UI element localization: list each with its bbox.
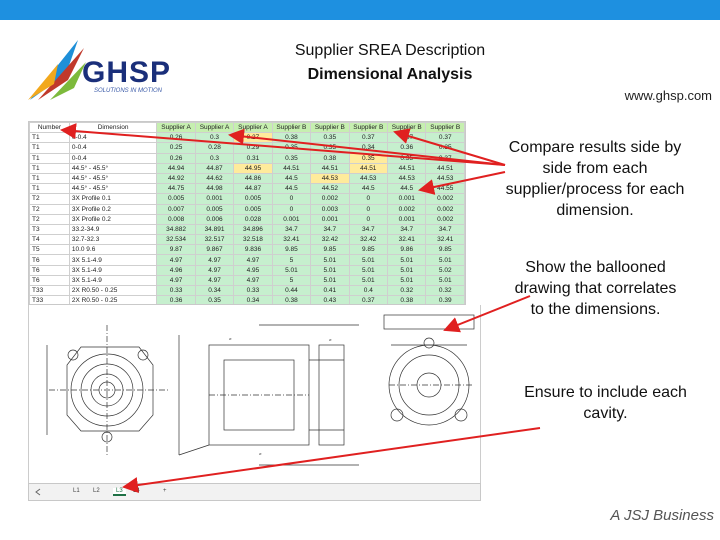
table-cell: 4.97 — [234, 255, 272, 265]
table-cell: 0.27 — [234, 133, 272, 143]
table-cell: 44.51 — [349, 163, 387, 173]
table-cell: 44.5 — [272, 173, 310, 183]
table-cell: 5.01 — [311, 255, 349, 265]
table-cell: 0.26 — [157, 133, 195, 143]
table-row — [30, 194, 465, 204]
table-cell: 0.37 — [388, 133, 426, 143]
table-cell: 0.35 — [349, 153, 387, 163]
table-cell: T1 — [30, 133, 70, 143]
table-cell: 34.7 — [272, 224, 310, 234]
table-cell: 34.7 — [426, 224, 465, 234]
table-cell: 0.3 — [195, 133, 233, 143]
table-cell: 4.97 — [195, 255, 233, 265]
footer-tagline: A JSJ Business — [610, 507, 714, 524]
table-cell: 44.5 — [388, 184, 426, 194]
table-row — [30, 143, 465, 153]
logo-wordmark: GHSP — [82, 56, 172, 89]
table-cell: 5.01 — [311, 275, 349, 285]
table-cell: 0.002 — [426, 214, 465, 224]
table-cell: T1 — [30, 184, 70, 194]
table-cell: 5.01 — [388, 255, 426, 265]
table-cell: 44.5° - 45.5° — [69, 173, 157, 183]
table-cell: 0.028 — [234, 214, 272, 224]
table-cell: 44.5 — [349, 184, 387, 194]
table-cell: 0.44 — [272, 286, 310, 296]
table-cell: 0.33 — [157, 286, 195, 296]
table-cell: 34.896 — [234, 224, 272, 234]
table-cell: 44.53 — [311, 173, 349, 183]
table-row — [30, 173, 465, 183]
table-cell: 0.32 — [426, 286, 465, 296]
table-row — [30, 204, 465, 214]
table-cell: T3 — [30, 224, 70, 234]
column-header: Supplier B — [349, 123, 387, 133]
table-cell: T6 — [30, 275, 70, 285]
svg-text:⌀: ⌀ — [259, 451, 262, 456]
tab-scroll-left-icon[interactable] — [34, 488, 42, 496]
table-cell: 5.01 — [426, 275, 465, 285]
table-cell: 10.0 9.6 — [69, 245, 157, 255]
table-row — [30, 224, 465, 234]
table-row — [30, 275, 465, 285]
table-cell: 0.003 — [311, 204, 349, 214]
table-cell: 0.35 — [195, 296, 233, 305]
dimension-spreadsheet — [28, 121, 466, 305]
sheet-tab-l1[interactable]: L1 — [73, 488, 80, 494]
table-cell: 32.534 — [157, 235, 195, 245]
table-cell: 32.7-32.3 — [69, 235, 157, 245]
table-cell: 5.01 — [349, 265, 387, 275]
table-cell: 0.26 — [157, 153, 195, 163]
table-cell: 32.518 — [234, 235, 272, 245]
table-cell: 44.53 — [426, 173, 465, 183]
table-cell: 2X R0.50 - 0.25 — [69, 286, 157, 296]
table-cell: 0 — [272, 204, 310, 214]
table-cell: 32.41 — [426, 235, 465, 245]
table-cell: T6 — [30, 265, 70, 275]
table-cell: 0.25 — [157, 143, 195, 153]
table-cell: 9.86 — [388, 245, 426, 255]
table-cell: 44.5° - 45.5° — [69, 184, 157, 194]
table-cell: 9.836 — [234, 245, 272, 255]
table-cell: 0.29 — [234, 143, 272, 153]
table-cell: 44.86 — [234, 173, 272, 183]
table-cell: 5.01 — [388, 265, 426, 275]
table-cell: 0.35 — [311, 133, 349, 143]
table-cell: 4.97 — [157, 255, 195, 265]
column-header: Supplier B — [272, 123, 310, 133]
table-cell: 0.39 — [426, 296, 465, 305]
column-header: Supplier A — [234, 123, 272, 133]
table-row — [30, 153, 465, 163]
sheet-tab-l4[interactable]: L4 — [133, 488, 140, 494]
table-cell: 32.41 — [388, 235, 426, 245]
table-cell: 44.95 — [234, 163, 272, 173]
table-cell: T33 — [30, 286, 70, 296]
table-cell: 0.38 — [311, 153, 349, 163]
table-cell: 3X Profile 0.2 — [69, 204, 157, 214]
ballooned-drawing — [28, 305, 481, 483]
table-row — [30, 163, 465, 173]
table-row — [30, 286, 465, 296]
balloon-note: Show the ballooned drawing that correlates to the dimensions. — [514, 259, 677, 318]
table-row — [30, 245, 465, 255]
table-cell: 0.3 — [195, 153, 233, 163]
slide-subtitle: Dimensional Analysis — [307, 66, 473, 83]
table-cell: T2 — [30, 214, 70, 224]
table-cell: 0.37 — [426, 133, 465, 143]
table-cell: 44.98 — [195, 184, 233, 194]
results-table — [29, 122, 465, 305]
table-cell: 0.38 — [272, 133, 310, 143]
table-cell: 34.882 — [157, 224, 195, 234]
table-cell: T4 — [30, 235, 70, 245]
table-cell: 34.7 — [388, 224, 426, 234]
table-cell: 0.38 — [272, 296, 310, 305]
table-cell: 5.01 — [426, 255, 465, 265]
table-cell: 44.5° - 45.5° — [69, 163, 157, 173]
table-cell: 44.87 — [234, 184, 272, 194]
table-cell: 9.87 — [157, 245, 195, 255]
table-cell: 0.35 — [272, 153, 310, 163]
table-cell: 0.005 — [234, 194, 272, 204]
table-cell: 0.37 — [349, 296, 387, 305]
table-cell: 0.35 — [272, 143, 310, 153]
table-cell: 5.01 — [311, 265, 349, 275]
table-cell: 0.34 — [195, 286, 233, 296]
table-cell: T1 — [30, 163, 70, 173]
table-cell: 9.85 — [272, 245, 310, 255]
table-cell: 5 — [272, 255, 310, 265]
table-cell: 32.517 — [195, 235, 233, 245]
table-cell: 4.97 — [234, 275, 272, 285]
table-cell: 0.34 — [349, 143, 387, 153]
table-body — [30, 133, 465, 305]
table-cell: 32.42 — [311, 235, 349, 245]
table-cell: 0.001 — [311, 214, 349, 224]
table-cell: 0.34 — [234, 296, 272, 305]
table-cell: 5 — [272, 275, 310, 285]
table-cell: T1 — [30, 173, 70, 183]
table-cell: 44.51 — [272, 163, 310, 173]
website-url: www.ghsp.com — [624, 88, 712, 103]
table-cell: 0.35 — [426, 143, 465, 153]
table-cell: 0-0.4 — [69, 153, 157, 163]
logo-tagline: SOLUTIONS IN MOTION — [94, 88, 163, 94]
table-cell: 0.43 — [311, 296, 349, 305]
table-cell: 9.85 — [349, 245, 387, 255]
table-cell: 0 — [349, 204, 387, 214]
logo-swoosh-icon — [28, 34, 88, 104]
table-cell: 0.007 — [157, 204, 195, 214]
table-cell: 44.53 — [349, 173, 387, 183]
table-cell: 44.55 — [426, 184, 465, 194]
table-cell: 0.001 — [272, 214, 310, 224]
table-cell: 0.002 — [426, 204, 465, 214]
table-cell: 4.97 — [195, 265, 233, 275]
table-cell: 0.002 — [426, 194, 465, 204]
table-cell: T5 — [30, 245, 70, 255]
table-cell: 5.01 — [388, 275, 426, 285]
table-header-row — [30, 123, 465, 133]
table-cell: 44.5 — [272, 184, 310, 194]
table-row — [30, 235, 465, 245]
table-cell: 0.28 — [195, 143, 233, 153]
table-cell: 0.36 — [157, 296, 195, 305]
table-cell: 3X 5.1-4.9 — [69, 265, 157, 275]
table-cell: 0.35 — [311, 143, 349, 153]
table-cell: 0.37 — [426, 153, 465, 163]
column-header: Number — [30, 123, 70, 133]
table-cell: 0.001 — [388, 194, 426, 204]
table-cell: 0.008 — [157, 214, 195, 224]
sheet-tab-l2[interactable]: L2 — [93, 488, 100, 494]
table-cell: 9.867 — [195, 245, 233, 255]
column-header: Dimension — [69, 123, 157, 133]
table-cell: 3X 5.1-4.9 — [69, 275, 157, 285]
table-cell: 0.32 — [388, 286, 426, 296]
table-cell: 5.01 — [349, 275, 387, 285]
table-cell: 9.85 — [426, 245, 465, 255]
table-cell: T2 — [30, 194, 70, 204]
table-row — [30, 184, 465, 194]
table-cell: 0.38 — [388, 296, 426, 305]
table-cell: 44.87 — [195, 163, 233, 173]
column-header: Supplier B — [311, 123, 349, 133]
add-sheet-button[interactable]: + — [163, 488, 167, 494]
table-row — [30, 265, 465, 275]
table-cell: 0.001 — [388, 214, 426, 224]
top-accent-bar — [0, 0, 720, 20]
table-cell: 0.36 — [388, 143, 426, 153]
table-cell: 33.2-34.9 — [69, 224, 157, 234]
table-cell: 4.97 — [195, 275, 233, 285]
table-cell: 32.42 — [349, 235, 387, 245]
table-cell: 0.005 — [195, 204, 233, 214]
slide-title: Supplier SREA Description — [294, 42, 486, 59]
part-drawing-figure — [29, 305, 482, 483]
column-header: Supplier A — [157, 123, 195, 133]
table-cell: 9.85 — [311, 245, 349, 255]
table-cell: 3X Profile 0.1 — [69, 194, 157, 204]
table-row — [30, 296, 465, 305]
table-cell: 44.53 — [388, 173, 426, 183]
cavity-note: Ensure to include each cavity. — [524, 384, 687, 422]
table-cell: 4.97 — [157, 275, 195, 285]
table-cell: T6 — [30, 255, 70, 265]
table-cell: 0-0.4 — [69, 143, 157, 153]
table-cell: 44.92 — [157, 173, 195, 183]
table-cell: 0.41 — [311, 286, 349, 296]
table-cell: T33 — [30, 296, 70, 305]
compare-note: Compare results side by side from each supplier/process for each dimension. — [505, 139, 685, 219]
table-cell: 0 — [349, 214, 387, 224]
table-cell: 44.62 — [195, 173, 233, 183]
svg-text:⌀: ⌀ — [329, 337, 332, 342]
table-cell: T2 — [30, 204, 70, 214]
table-cell: 0.37 — [349, 133, 387, 143]
ghsp-logo — [28, 34, 198, 104]
table-cell: 0.35 — [388, 153, 426, 163]
sheet-tab-bar — [28, 483, 481, 501]
table-cell: 5.01 — [272, 265, 310, 275]
table-cell: T1 — [30, 143, 70, 153]
table-cell: 0 — [272, 194, 310, 204]
table-cell: 3X Profile 0.2 — [69, 214, 157, 224]
table-cell: 44.75 — [157, 184, 195, 194]
table-cell: 3X 5.1-4.9 — [69, 255, 157, 265]
table-cell: 5.02 — [426, 265, 465, 275]
sheet-tab-l3[interactable]: L3 — [113, 488, 126, 496]
table-cell: 0.006 — [195, 214, 233, 224]
column-header: Supplier B — [388, 123, 426, 133]
table-cell: 0.001 — [195, 194, 233, 204]
svg-text:⌀: ⌀ — [229, 336, 232, 341]
table-row — [30, 133, 465, 143]
table-cell: 34.7 — [349, 224, 387, 234]
table-cell: 44.94 — [157, 163, 195, 173]
table-cell: 44.51 — [311, 163, 349, 173]
table-cell: 0-0.4 — [69, 133, 157, 143]
table-cell: 0.005 — [157, 194, 195, 204]
table-cell: 34.891 — [195, 224, 233, 234]
column-header: Supplier B — [426, 123, 465, 133]
table-cell: 32.41 — [272, 235, 310, 245]
table-cell: 0.002 — [311, 194, 349, 204]
table-cell: 0.4 — [349, 286, 387, 296]
table-cell: 44.52 — [311, 184, 349, 194]
table-cell: 34.7 — [311, 224, 349, 234]
table-cell: 4.95 — [234, 265, 272, 275]
table-cell: 0.005 — [234, 204, 272, 214]
table-cell: 0.33 — [234, 286, 272, 296]
table-cell: 0 — [349, 194, 387, 204]
table-cell: 2X R0.50 - 0.25 — [69, 296, 157, 305]
table-cell: T1 — [30, 153, 70, 163]
table-row — [30, 255, 465, 265]
column-header: Supplier A — [195, 123, 233, 133]
table-cell: 0.002 — [388, 204, 426, 214]
table-cell: 44.51 — [426, 163, 465, 173]
table-cell: 0.31 — [234, 153, 272, 163]
table-cell: 4.96 — [157, 265, 195, 275]
table-cell: 44.51 — [388, 163, 426, 173]
table-cell: 5.01 — [349, 255, 387, 265]
table-row — [30, 214, 465, 224]
